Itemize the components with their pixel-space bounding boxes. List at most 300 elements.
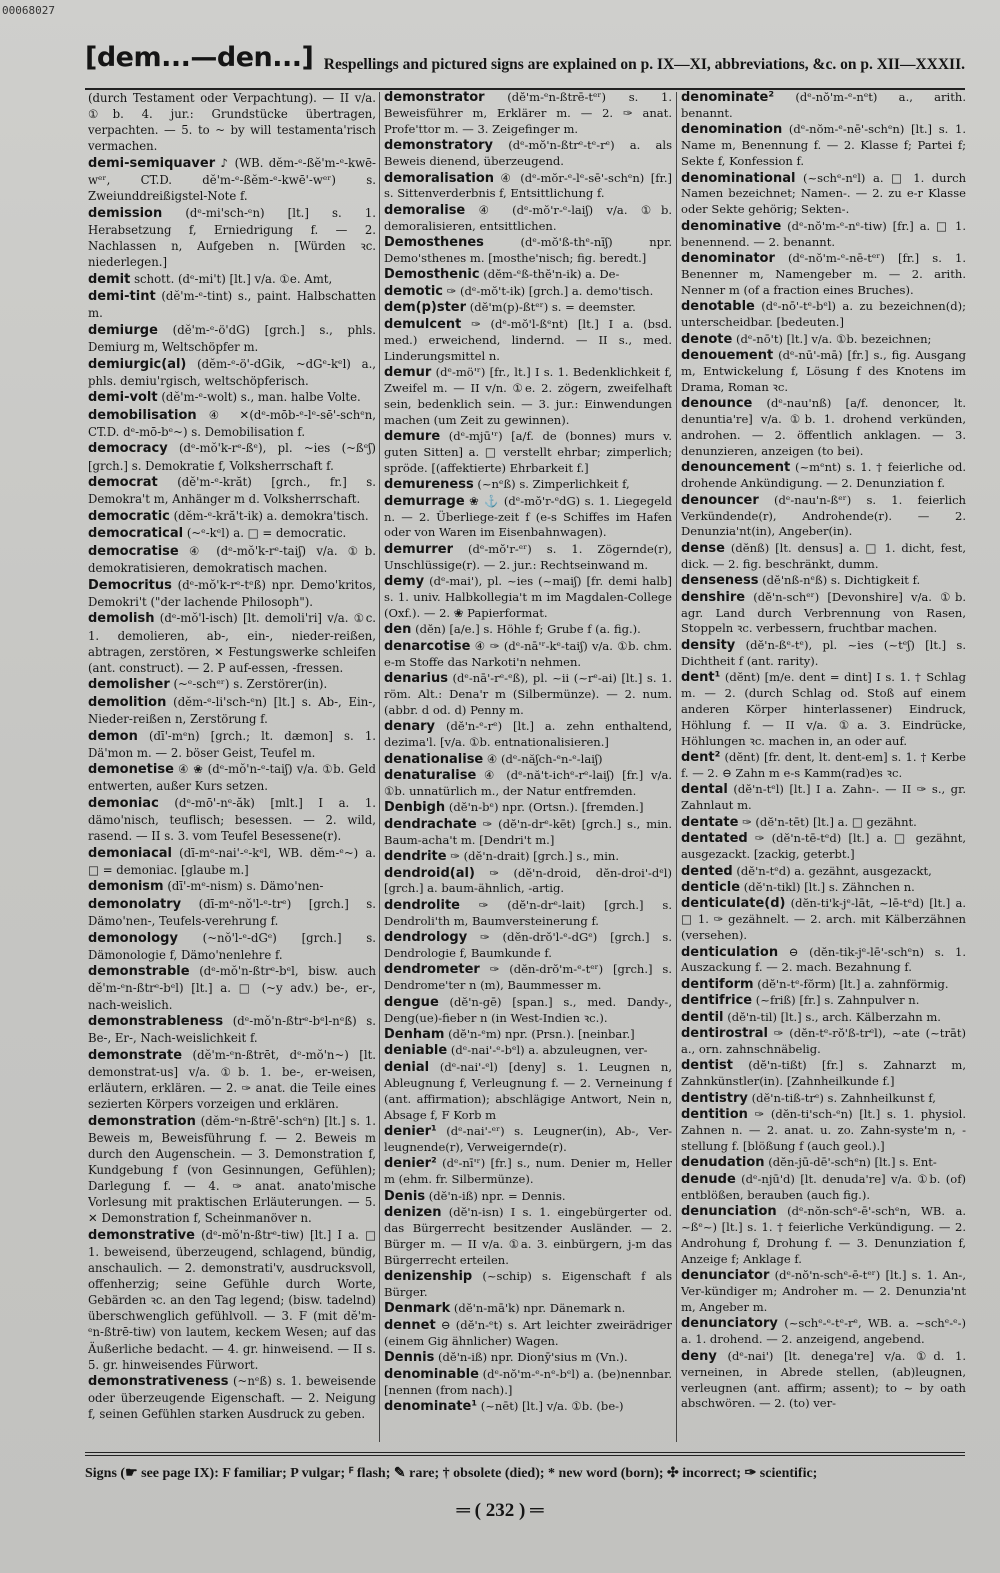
entry-headword: denominational bbox=[681, 170, 796, 186]
entry-text: (dĕ'n-til) [lt.] s., arch. Kälberzahn m. bbox=[727, 1009, 941, 1024]
dictionary-entry bbox=[384, 1189, 672, 1205]
entry-headword: Demosthenic bbox=[384, 267, 480, 283]
dictionary-entry bbox=[88, 508, 376, 525]
entry-headword: denshire bbox=[681, 589, 746, 605]
entry-text: (durch Testament oder Verpachtung). — II v/a. ①b. 4. jur.: Grundstücke übertragen, verpachten. — 5. to ~ by will testamenta'risch vermachen. bbox=[88, 91, 376, 154]
entry-text: (dĕ'n-tᵉl) [lt.] I a. Zahn-. — II ✑ s., gr. Zahnlaut m. bbox=[681, 782, 966, 813]
dictionary-entry bbox=[384, 995, 672, 1027]
dictionary-entry bbox=[88, 356, 376, 389]
entry-headword: denounce bbox=[681, 396, 753, 412]
dictionary-entry bbox=[384, 866, 672, 898]
entry-text: (dᵉ-nō'-tᵉ-bᵉl) a. zu bezeichnen(d); unterscheidbar. [bedeuten.] bbox=[681, 299, 966, 330]
entry-headword: dentist bbox=[681, 1058, 733, 1074]
dictionary-entry bbox=[681, 541, 966, 573]
entry-text: ✑ (dĕ'n-tē-tᵉd) [lt.] a. □ gezähnt, ausgezackt. [zackig, geterbt.] bbox=[681, 831, 966, 862]
entry-text: (dᵉ-nŏ'm-ᵉ-nᵉ-tiw) [fr.] a. □ 1. benennend. — 2. benannt. bbox=[681, 218, 966, 249]
entry-headword: demonstrative bbox=[88, 1227, 195, 1243]
dictionary-entry bbox=[88, 845, 376, 878]
entry-text: ④ ❀ (dᵉ-mŏ'n-ᵉ-taiʃ) v/a. ①b. Geld entwerten, außer Kurs setzen. bbox=[88, 762, 376, 794]
entry-text: (dĕ'n-tikl) [lt.] s. Zähnchen n. bbox=[743, 879, 915, 894]
entry-text: ④ (dᵉ-năʃch-ᵉn-ᵉ-laiʃ) bbox=[486, 751, 603, 766]
entry-headword: dendrometer bbox=[384, 962, 480, 978]
dictionary-entry bbox=[384, 171, 672, 203]
entry-text: (dĕ'n-tᵉd) a. gezähnt, ausgezackt, bbox=[736, 863, 932, 878]
dictionary-entry bbox=[681, 171, 966, 219]
entry-text: ✑ (dĕn-ti'sch-ᵉn) [lt.] s. 1. physiol. Zahnen n. — 2. anat. u. zo. Zahn-syste'm n, -stellung f. [blößung f (auch geol.).] bbox=[681, 1107, 966, 1153]
entry-headword: denude bbox=[681, 1171, 736, 1187]
dictionary-entry bbox=[384, 1027, 672, 1043]
signs-legend: Signs (☛ see page IX): F familiar; P vulgar; ꟳ flash; ✎ rare; † obsolete (died); * new word (born); ✣ incorrect; ✑ scientific; bbox=[85, 1466, 818, 1481]
entry-headword: denial bbox=[384, 1059, 430, 1075]
entry-headword: denominative bbox=[681, 218, 782, 234]
entry-text: (dᵉ-mai'), pl. ~ies (~maiʃ) [fr. demi halb] s. 1. univ. Halbkollegia't m im Magdalen-College (Oxf.). — 2. ❀ Papierformat. bbox=[384, 574, 672, 620]
entry-text: (dᵉ-nŏ'n-schᵉ-ē-tᵉʳ) [lt.] s. 1. An-, Ver-kündiger m; Androher m. — 2. Denunzia'nt m, Angeber m. bbox=[681, 1268, 966, 1314]
entry-text: (dᵉ-mō'-nᵉ-ăk) [mlt.] I a. 1. dämo'nisch, teuflisch; besessen. — 2. wild, rasend. — II s. 3. vom Teufel Besessene(r). bbox=[88, 795, 376, 844]
entry-headword: denomination bbox=[681, 122, 783, 138]
dictionary-entry bbox=[88, 1013, 376, 1046]
entry-headword: denaturalise bbox=[384, 768, 477, 784]
entry-text: ✑ (dᵉ-mŏ'l-ßᵉnt) [lt.] I a. (bsd. med.) erweichend, lindernd. — II s., med. Linderungsmittel n. bbox=[384, 316, 672, 363]
dictionary-entry bbox=[88, 543, 376, 576]
column-2 bbox=[384, 90, 672, 1450]
entry-text: (~ᵉ-schᵉʳ) s. Zerstörer(in). bbox=[173, 677, 328, 692]
entry-text: (dī-mᵉ-nŏ'l-ᵉ-trᵉ) [grch.] s. Dämo'nen-, Teufels-verehrung f. bbox=[88, 897, 376, 929]
entry-text: ✑ (dĕ'n-drᵉ-lait) [grch.] s. Dendroli'th m, Baumversteinerung f. bbox=[384, 897, 672, 928]
entry-headword: demit bbox=[88, 271, 131, 287]
entry-headword: denier² bbox=[384, 1156, 437, 1172]
entry-headword: dendrachate bbox=[384, 816, 477, 832]
dictionary-entry bbox=[384, 930, 672, 962]
dictionary-entry bbox=[88, 676, 376, 693]
dictionary-entry bbox=[88, 930, 376, 963]
dictionary-entry bbox=[384, 494, 672, 542]
entry-text: (dᵉ-nā'-rᵉ-ᵉß), pl. ~ii (~rᵉ-ai) [lt.] s. 1. röm. Alt.: Dena'r m (Silbermünze). — 2. num. (abbr. d od. d) Penny m. bbox=[384, 671, 672, 717]
dictionary-entry bbox=[88, 205, 376, 270]
dictionary-entry bbox=[681, 460, 966, 492]
entry-text: schott. (dᵉ-mi't) [lt.] v/a. ①e. Amt, bbox=[134, 271, 333, 286]
entry-text: (dĕnß) [lt. densus] a. □ 1. dicht, fest, dick. — 2. fig. beschränkt, dumm. bbox=[681, 540, 966, 571]
entry-headword: dendrolite bbox=[384, 897, 460, 913]
entry-headword: demonstrable bbox=[88, 964, 190, 980]
entry-text: ④ (dᵉ-mŏ'k-rᵉ-taiʃ) v/a. ①b. demokratisieren, demokratisch machen. bbox=[88, 544, 376, 576]
entry-text: (dᵉ-nai'-ᵉʳ) s. Leugner(in), Ab-, Ver-leugnende(r), Verweigernde(r). bbox=[384, 1124, 672, 1154]
entry-text: (dī-mᵉ-nai'-ᵉ-kᵉl, WB. dĕm-ᵉ~) a. □ = demoniac. [glaube m.] bbox=[88, 845, 376, 877]
entry-text: (dĕ'n-isn) I s. 1. eingebürgerter od. das Bürgerrecht besitzender Ausländer. — 2. Bürger m. — II v/a. ①a. 3. einbürgern, j-m das Bürgerrecht erteilen. bbox=[384, 1205, 672, 1267]
dictionary-entry bbox=[384, 90, 672, 138]
entry-headword: denunciatory bbox=[681, 1316, 778, 1332]
entry-text: ✑ (dĕ'n-tēt) [lt.] a. □ gezähnt. bbox=[742, 814, 917, 829]
entry-text: (dĕ'n-mā'k) npr. Dänemark n. bbox=[453, 1301, 626, 1316]
entry-text: (dᵉ-nŏn-schᵉ-ē'-schᵉn, WB. a. ~ßᵉ~) [lt.] s. 1. † feierliche Verkündigung. — 2. Androhung f, Drohung f. — 3. Denunziation f, Anzeige f; Anklage f. bbox=[681, 1204, 966, 1266]
entry-headword: democratical bbox=[88, 526, 184, 542]
entry-headword: demoralisation bbox=[384, 170, 495, 186]
dictionary-entry bbox=[681, 1349, 966, 1413]
entry-headword: demy bbox=[384, 574, 425, 590]
dictionary-entry bbox=[384, 203, 672, 235]
dictionary-entry bbox=[681, 864, 966, 880]
entry-text: (dᵉ-mŏ'n-ßtrᵉ-bᵉl, bisw. auch dĕ'm-ᵉn-ßtrᵉ-bᵉl) [lt.] a. □ (~y adv.) be-, er-, nach-weislich. bbox=[88, 964, 376, 1012]
entry-headword: denominate² bbox=[681, 90, 775, 105]
dictionary-entry bbox=[384, 639, 672, 671]
entry-headword: democrat bbox=[88, 475, 158, 491]
dictionary-entry bbox=[681, 1155, 966, 1171]
dictionary-entry bbox=[384, 1043, 672, 1059]
entry-text: ✑ (dĕn-tᵉ-rŏ'ß-trᵉl), ~ate (~trāt) a., orn. zahnschnäbelig. bbox=[681, 1026, 966, 1056]
footer-rule bbox=[85, 1455, 965, 1456]
entry-headword: dennet bbox=[384, 1317, 436, 1333]
entry-text: (dĕ'n-ßᵉ-tᵉ), pl. ~ies (~tᵉʃ) [lt.] s. Dichtheit f (ant. rarity). bbox=[681, 637, 966, 668]
entry-headword: demonstrableness bbox=[88, 1014, 224, 1030]
dictionary-entry bbox=[88, 389, 376, 406]
dictionary-entry bbox=[681, 1107, 966, 1155]
entry-headword: denouncement bbox=[681, 460, 791, 476]
entry-text: (dᵉ-nō't) [lt.] v/a. ①b. bezeichnen; bbox=[736, 331, 932, 346]
dictionary-entry bbox=[681, 1268, 966, 1316]
entry-headword: density bbox=[681, 637, 736, 653]
entry-text: (dĕ'm-ᵉ-tint) s., paint. Halbschatten m. bbox=[88, 289, 376, 321]
footer-rule bbox=[85, 1452, 965, 1453]
dictionary-entry bbox=[384, 1350, 672, 1366]
dictionary-entry bbox=[88, 577, 376, 610]
entry-headword: demure bbox=[384, 429, 441, 445]
entry-headword: dem(p)ster bbox=[384, 300, 467, 316]
dictionary-entry bbox=[88, 610, 376, 675]
dictionary-entry bbox=[681, 638, 966, 670]
entry-text: (dᵉ-mŏ'k-rᵉ-tᵉß) npr. Demo'kritos, Demokri't ("der lachende Philosoph"). bbox=[88, 577, 376, 609]
entry-headword: demur bbox=[384, 364, 432, 380]
dictionary-entry bbox=[681, 332, 966, 348]
entry-headword: denier¹ bbox=[384, 1124, 437, 1139]
dictionary-entry bbox=[88, 90, 376, 154]
dictionary-entry bbox=[384, 284, 672, 300]
entry-headword: den bbox=[384, 622, 412, 638]
entry-text: ❀ ⚓ (dᵉ-mŏ'r-ᵉdG) s. 1. Liegegeld n. — 2. Überliege-zeit f (e-s Schiffes im Hafen oder von Waren im Eisenbahnwagen). bbox=[384, 493, 672, 540]
dictionary-entry bbox=[384, 1156, 672, 1188]
dictionary-entry bbox=[88, 155, 376, 204]
entry-text: (dᵉ-mŏ'n-ßtrᵉ-bᵉl-nᵉß) s. Be-, Er-, Nach-weislichkeit f. bbox=[88, 1014, 376, 1046]
dictionary-entry bbox=[384, 752, 672, 768]
entry-text: (dĕ'n-ᵉm) npr. (Prsn.). [neinbar.] bbox=[448, 1027, 635, 1042]
entry-text: (dᵉ-mŏ'n-ßtrᵉ-tᵉ-rᵉ) a. als Beweis dienend, überzeugend. bbox=[384, 138, 672, 169]
dictionary-entry bbox=[384, 365, 672, 429]
entry-headword: demotic bbox=[384, 283, 443, 299]
dictionary-entry bbox=[681, 493, 966, 541]
entry-headword: denticle bbox=[681, 879, 741, 895]
entry-headword: demi-volt bbox=[88, 390, 158, 406]
entry-headword: dendrology bbox=[384, 930, 468, 946]
dictionary-entry bbox=[681, 1172, 966, 1204]
entry-text: (~schᵉ-nᵉl) a. □ 1. durch Namen bezeichnet; Namen-. — 2. zu e-r Klasse oder Sekte gehörig; Sekten-. bbox=[681, 170, 966, 217]
entry-text: (~schip) s. Eigenschaft f als Bürger. bbox=[384, 1269, 672, 1300]
entry-text: (~nŏ'l-ᵉ-dGᵉ) [grch.] s. Dämonologie f, Dämo'nenlehre f. bbox=[88, 930, 376, 962]
dictionary-entry bbox=[384, 300, 672, 316]
entry-headword: demi-semiquaver bbox=[88, 155, 216, 171]
entry-text: (dᵉ-nau'n-ßᵉʳ) s. 1. feierlich Verkündende(r), Androhende(r). — 2. Denunzia'nt(in), Angeber(in). bbox=[681, 492, 966, 539]
dictionary-entry bbox=[681, 1026, 966, 1058]
entry-text: ✑ (dᵉ-mŏ't-ik) [grch.] a. demo'tisch. bbox=[446, 283, 654, 298]
header-note: Respellings and pictured signs are explained on p. IX—XI, abbreviations, &c. on p. XII—XXXII. bbox=[323, 56, 965, 73]
entry-headword: dentifrice bbox=[681, 993, 753, 1009]
entry-headword: denticulate(d) bbox=[681, 896, 786, 912]
entry-text: (dĕ'm-ᵉn-ßtrē-tᵉʳ) s. 1. Beweisführer m, Erklärer m. — 2. ✑ anat. Profe'ttor m. — 3. Zeigefinger m. bbox=[384, 90, 672, 136]
entry-text: (~nᵉß) s. 1. beweisende oder überzeugende Eigenschaft. — 2. Neigung f, seinen Gefühlen starken Ausdruck zu geben. bbox=[88, 1374, 376, 1422]
entry-headword: dental bbox=[681, 782, 728, 798]
dictionary-entry bbox=[681, 1010, 966, 1026]
entry-text: (dĕn-jū-dē'-schᵉn) [lt.] s. Ent- bbox=[768, 1155, 937, 1170]
dictionary-entry bbox=[384, 1124, 672, 1156]
entry-text: (~nᵉß) s. Zimperlichkeit f, bbox=[477, 477, 630, 492]
entry-text: (dĕ'n-bᵉ) npr. (Ortsn.). [fremden.] bbox=[448, 800, 644, 815]
dictionary-entry bbox=[681, 348, 966, 396]
dictionary-entry bbox=[88, 694, 376, 727]
entry-headword: dent² bbox=[681, 750, 721, 766]
dictionary-entry bbox=[88, 407, 376, 440]
entry-headword: denudation bbox=[681, 1155, 765, 1171]
dictionary-entry bbox=[88, 322, 376, 355]
entry-headword: demission bbox=[88, 205, 163, 221]
entry-text: ✑ (dĕ'n-drait) [grch.] s., min. bbox=[450, 849, 620, 864]
entry-headword: dense bbox=[681, 540, 725, 556]
entry-text: (~schᵉ-ᵉ-tᵉ-rᵉ, WB. a. ~schᵉ-ᵉ-) a. 1. drohend. — 2. anzeigend, angebend. bbox=[681, 1316, 966, 1347]
dictionary-entry bbox=[384, 429, 672, 477]
entry-headword: dendroid(al) bbox=[384, 865, 475, 881]
dictionary-entry bbox=[384, 898, 672, 930]
dictionary-entry bbox=[681, 977, 966, 993]
entry-headword: deniable bbox=[384, 1043, 448, 1059]
entry-text: (dĕ'n-tiß-trᵉ) s. Zahnheilkunst f, bbox=[751, 1090, 936, 1105]
dictionary-entry bbox=[681, 670, 966, 750]
entry-headword: dentate bbox=[681, 814, 739, 830]
entry-text: (dĕm-ᵉ-li'sch-ᵉn) [lt.] s. Ab-, Ein-, Nieder-reißen n, Zerstörung f. bbox=[88, 694, 376, 726]
entry-text: ♪ (WB. dĕm-ᵉ-ßĕ'm-ᵉ-kwē-wᵉʳ, CT.D. dĕ'm-ᵉ-ßĕm-ᵉ-kwē'-wᵉʳ) s. Zweiunddreißigstel-Note f. bbox=[88, 155, 376, 204]
entry-headword: demonstrate bbox=[88, 1047, 183, 1063]
entry-headword: denote bbox=[681, 331, 733, 347]
entry-text: ④ ✕(dᵉ-mōb-ᵉ-lᵉ-sē'-schᵉn, CT.D. dᵉ-mō-bᵉ~) s. Demobilisation f. bbox=[88, 407, 376, 439]
entry-headword: dentistry bbox=[681, 1090, 748, 1106]
dictionary-entry bbox=[88, 440, 376, 473]
entry-headword: Dennis bbox=[384, 1350, 435, 1366]
entry-text: ④ (dᵉ-mŏ'r-ᵉ-laiʃ) v/a. ①b. demoralisieren, entsittlichen. bbox=[384, 202, 672, 233]
entry-headword: demonstration bbox=[88, 1113, 196, 1129]
entry-text: (dĕnt) [fr. dent, lt. dent-em] s. 1. † Kerbe f. — 2. ⊖ Zahn m e-s Kamm(rad)es ꝛc. bbox=[681, 750, 966, 781]
entry-text: (~friß) [fr.] s. Zahnpulver n. bbox=[755, 993, 920, 1008]
entry-text: ④ ✑ (dᵉ-nā'ʳ-kᵉ-taiʃ) v/a. ①b. chm. e-m Stoffe das Narkoti'n nehmen. bbox=[384, 638, 672, 669]
entry-text: (dᵉ-nŏm-ᵉ-nē'-schᵉn) [lt.] s. 1. Name m, Benennung f. — 2. Klasse f; Partei f; Sekte f, Konfession f. bbox=[681, 122, 966, 169]
dictionary-entry bbox=[681, 750, 966, 782]
entry-headword: demonstrativeness bbox=[88, 1374, 229, 1390]
entry-headword: demonstrator bbox=[384, 90, 485, 105]
entry-text: (dĕnt) [m/e. dent = dint] I s. 1. † Schlag m. — 2. (durch Schlag od. Stoß auf einem anderen Körper hinterlassener) Eindruck, Höhlung f. — II v/a. ①a. 3. Eindrücke, Höhlungen ꝛc. machen in, an oder auf. bbox=[681, 670, 966, 748]
scan-id: 00068027 bbox=[2, 4, 55, 17]
entry-headword: demiurgic(al) bbox=[88, 356, 187, 372]
dictionary-entry bbox=[88, 1047, 376, 1112]
entry-text: (dᵉ-mjū'ʳ) [a/f. de (bonnes) murs v. guten Sitten] a. □ verstellt ehrbar; zimperlich; spröde. [(affektierte) Ehrbarkeit f.] bbox=[384, 429, 672, 475]
dictionary-entry bbox=[681, 1204, 966, 1268]
dictionary-entry bbox=[384, 800, 672, 816]
dictionary-entry bbox=[384, 1367, 672, 1399]
entry-text: (dĕm-ᵉß-thĕ'n-ik) a. De- bbox=[483, 267, 620, 282]
entry-headword: democratic bbox=[88, 508, 170, 524]
entry-text: (dī'-mᵉ-nism) s. Dämo'nen- bbox=[167, 879, 324, 894]
entry-text: (dᵉ-nai'-ᵉ-bᵉl) a. abzuleugnen, ver- bbox=[450, 1043, 648, 1058]
dictionary-entry bbox=[88, 878, 376, 895]
entry-text: (dᵉ-mŏ'k-rᵉ-ßᵉ), pl. ~ies (~ßᵉʃ) [grch.] s. Demokratie f, Volksherrschaft f. bbox=[88, 441, 376, 473]
entry-headword: demureness bbox=[384, 477, 474, 493]
entry-text: ⊖ (dĕn-tik-jᵉ-lē'-schᵉn) s. 1. Auszackung f. — 2. mach. Bezahnung f. bbox=[681, 944, 966, 975]
entry-headword: dentated bbox=[681, 831, 748, 847]
entry-text: (~mᵉnt) s. 1. † feierliche od. drohende Ankündigung. — 2. Denunziation f. bbox=[681, 460, 966, 491]
entry-text: (dᵉ-nū'-mā) [fr.] s., fig. Ausgang m, Entwickelung f, Lösung f des Knotens im Drama, Roman ꝛc. bbox=[681, 348, 966, 394]
dictionary-entry bbox=[88, 761, 376, 794]
entry-text: (dĕ'nß-nᵉß) s. Dichtigkeit f. bbox=[762, 573, 921, 588]
entry-text: (dᵉ-mö'ʳ) [fr., lt.] I s. 1. Bedenklichkeit f, Zweifel m. — II v/n. ①e. 2. zögern, zweifelhaft sein, bedenklich sein. — 3. jur.: Einwendungen machen (um Zeit zu gewinnen). bbox=[384, 364, 672, 427]
entry-headword: denunciator bbox=[681, 1268, 770, 1284]
dictionary-entry bbox=[681, 299, 966, 331]
entry-headword: denominator bbox=[681, 251, 775, 267]
entry-headword: demulcent bbox=[384, 316, 462, 332]
entry-headword: Democritus bbox=[88, 577, 172, 593]
entry-headword: demonstratory bbox=[384, 138, 494, 154]
entry-text: (dĕm-ᵉ-ö'-dGik, ~dGᵉ-kᵉl) a., phls. demiu'rgisch, weltschöpferisch. bbox=[88, 356, 376, 388]
entry-text: (dĕ'n-tᵉ-fŏrm) [lt.] a. zahnförmig. bbox=[757, 976, 949, 991]
dictionary-entry bbox=[88, 525, 376, 542]
dictionary-entry bbox=[384, 1301, 672, 1317]
entry-headword: Demosthenes bbox=[384, 235, 484, 251]
dictionary-entry bbox=[681, 945, 966, 977]
dictionary-entry bbox=[384, 768, 672, 800]
entry-headword: demon bbox=[88, 728, 138, 744]
entry-headword: demonolatry bbox=[88, 897, 182, 912]
dictionary-entry bbox=[88, 474, 376, 507]
entry-text: (dĕ'm(p)-ßtᵉʳ) s. = deemster. bbox=[469, 300, 636, 315]
dictionary-entry bbox=[88, 271, 376, 288]
entry-text: (dᵉ-nau'nß) [a/f. denoncer, lt. denuntia're] v/a. ①b. 1. drohend verkünden, androhen. — 2. öffentlich anklagen. — 3. denunzieren, anzeigen (to bei). bbox=[681, 396, 966, 458]
dictionary-entry bbox=[681, 396, 966, 460]
entry-headword: Denis bbox=[384, 1188, 426, 1204]
entry-headword: dentition bbox=[681, 1107, 748, 1123]
page-number: ═ ( 232 ) ═ bbox=[456, 1500, 544, 1521]
entry-text: (dĕ'm-ᵉ-wolt) s., man. halbe Volte. bbox=[161, 390, 361, 405]
dictionary-entry bbox=[681, 896, 966, 944]
dictionary-entry bbox=[384, 477, 672, 493]
entry-headword: denizenship bbox=[384, 1269, 473, 1285]
entry-text: (dĕ'n-gē) [span.] s., med. Dandy-, Deng(ue)-fieber n (in West-Indien ꝛc.). bbox=[384, 994, 672, 1025]
dictionary-entry bbox=[88, 963, 376, 1012]
dictionary-entry bbox=[681, 590, 966, 638]
entry-headword: dendrite bbox=[384, 849, 447, 865]
entry-text: ✑ (dĕn-drŏ'm-ᵉ-tᵉʳ) [grch.] s. Dendrome'ter n (m), Baummesser m. bbox=[384, 962, 672, 993]
column-3 bbox=[681, 90, 966, 1450]
dictionary-entry bbox=[681, 90, 966, 122]
entry-text: (dᵉ-mŏ'l-isch) [lt. demoli'ri] v/a. ①c. 1. demolieren, ab-, ein-, nieder-reißen, abtragen, zerstören, ✕ Festungswerke schleifen (ant. construct). — 2. P auf-essen, -fressen. bbox=[88, 611, 376, 675]
entry-text: (dĕ'n-iß) npr. = Dennis. bbox=[428, 1188, 566, 1203]
entry-headword: demonetise bbox=[88, 762, 174, 778]
entry-headword: dentil bbox=[681, 1009, 724, 1025]
entry-text: (dᵉ-nŏ'm-ᵉ-nᵉt) a., arith. benannt. bbox=[681, 90, 966, 120]
entry-headword: demolisher bbox=[88, 677, 170, 693]
entry-headword: demurrage bbox=[384, 493, 465, 509]
entry-text: (~ᵉ-kᵉl) a. □ = democratic. bbox=[186, 526, 347, 541]
dictionary-entry bbox=[384, 1060, 672, 1124]
entry-headword: demolish bbox=[88, 611, 155, 627]
entry-headword: demoniac bbox=[88, 795, 159, 811]
entry-text: ⊖ (dĕ'n-ᵉt) s. Art leichter zweirädriger (einem Gig ähnlicher) Wagen. bbox=[384, 1317, 672, 1348]
dictionary-entry bbox=[681, 219, 966, 251]
dictionary-entry bbox=[384, 267, 672, 283]
entry-text: (dĕ'm-ᵉn-ßtrēt, dᵉ-mŏ'n~) [lt. demonstrat-us] v/a. ①b. 1. be-, er-weisen, erläutern, erklären. — 2. ✑ anat. die Teile eines sezierten Körpers vorzeigen und erklären. bbox=[88, 1047, 376, 1112]
dictionary-entry bbox=[384, 849, 672, 865]
entry-headword: denticulation bbox=[681, 944, 779, 960]
entry-headword: Denbigh bbox=[384, 800, 446, 816]
page-header bbox=[85, 38, 965, 90]
entry-headword: dengue bbox=[384, 994, 439, 1010]
entry-headword: denotable bbox=[681, 299, 755, 315]
entry-text: (dᵉ-nai') [lt. denega're] v/a. ①d. 1. verneinen, in Abrede stellen, (ab)leugnen, verleugnen (ant. affirm; assent); to ~ by oath abschwören. — 2. (to) ver- bbox=[681, 1348, 966, 1411]
entry-headword: denominable bbox=[384, 1366, 479, 1382]
dictionary-entry bbox=[88, 288, 376, 321]
entry-headword: demobilisation bbox=[88, 407, 197, 423]
entry-headword: demi-tint bbox=[88, 289, 156, 305]
dictionary-entry bbox=[384, 1205, 672, 1269]
dictionary-entry bbox=[681, 122, 966, 170]
dictionary-entry bbox=[88, 1113, 376, 1227]
dictionary-entry bbox=[384, 622, 672, 638]
entry-text: (dᵉ-mŏ'ß-thᵉ-nīʃ) npr. Demo'sthenes m. [mosthe'nisch; fig. beredt.] bbox=[384, 235, 672, 266]
dictionary-entry bbox=[384, 1399, 672, 1415]
entry-headword: denouement bbox=[681, 348, 774, 363]
entry-text: (dᵉ-nŏ'm-ᵉ-nē-tᵉʳ) [fr.] s. 1. Benenner m, Namengeber m. — 2. arith. Nenner m (of a fraction eines Bruches). bbox=[681, 251, 966, 297]
dictionary-entry bbox=[384, 1269, 672, 1301]
dictionary-entry bbox=[384, 574, 672, 622]
entry-headword: denunciation bbox=[681, 1204, 777, 1220]
entry-text: (dᵉ-nai'-ᵉl) [deny] s. 1. Leugnen n, Ableugnung f, Verleugnung f. — 2. Verneinung f (ant. affirmation); abschlägige Antwort, Nein n, Absage f, F Korb m bbox=[384, 1059, 672, 1122]
dictionary-entry bbox=[384, 235, 672, 267]
dictionary-entry bbox=[681, 1091, 966, 1107]
entry-text: (dᵉ-mi'sch-ᵉn) [lt.] s. 1. Herabsetzung f, Erniedrigung f. — 2. Nachlassen n, Aufgeben n. [Würden ꝛc. niederlegen.] bbox=[88, 205, 376, 269]
entry-headword: denationalise bbox=[384, 751, 484, 767]
entry-headword: denizen bbox=[384, 1205, 442, 1221]
entry-headword: dentirostral bbox=[681, 1026, 768, 1042]
dictionary-entry bbox=[681, 815, 966, 831]
entry-text: (dĕ'n-schᵉʳ) [Devonshire] v/a. ①b. agr. Land durch Verbrennung von Rasen, Stoppeln ꝛc. verbessern, fruchtbar machen. bbox=[681, 589, 966, 636]
dictionary-entry bbox=[681, 573, 966, 589]
dictionary-entry bbox=[384, 671, 672, 719]
dictionary-entry bbox=[88, 795, 376, 844]
dictionary-entry bbox=[384, 1318, 672, 1350]
entry-headword: democracy bbox=[88, 441, 168, 457]
entry-headword: denarius bbox=[384, 671, 449, 687]
dictionary-entry bbox=[681, 1058, 966, 1090]
entry-text: (dĕ'm-ᵉ-ö'dG) [grch.] s., phls. Demiurg m, Weltschöpfer m. bbox=[88, 322, 376, 354]
entry-text: (dĕ'm-ᵉ-krăt) [grch., fr.] s. Demokra't m, Anhänger m d. Volksherrschaft. bbox=[88, 475, 376, 507]
dictionary-entry bbox=[681, 880, 966, 896]
entry-headword: demonology bbox=[88, 930, 178, 946]
entry-text: (dī'-mᵉn) [grch.; lt. dæmon] s. 1. Dä'mon m. — 2. böser Geist, Teufel m. bbox=[88, 728, 376, 760]
entry-text: ✑ (dĕn-drŏ'l-ᵉ-dGᵉ) [grch.] s. Dendrologie f, Baumkunde f. bbox=[384, 930, 672, 961]
entry-text: (dĕ'n-iß) npr. Dionȳ'sius m (Vn.). bbox=[437, 1350, 628, 1365]
dictionary-entry bbox=[88, 1227, 376, 1373]
dictionary-entry bbox=[384, 817, 672, 849]
entry-headword: Denham bbox=[384, 1027, 445, 1043]
dictionary-entry bbox=[88, 728, 376, 761]
entry-text: (dᵉ-nŏ'm-ᵉ-nᵉ-bᵉl) a. (be)nennbar. [nennen (from nach).] bbox=[384, 1366, 672, 1397]
entry-headword: demoniacal bbox=[88, 845, 173, 861]
column-divider bbox=[379, 92, 380, 1442]
dictionary-entry bbox=[384, 719, 672, 751]
entry-headword: denary bbox=[384, 719, 436, 735]
dictionary-entry bbox=[384, 962, 672, 994]
entry-text: (dĕ'n-tißt) [fr.] s. Zahnarzt m, Zahnkünstler(in). [Zahnheilkunde f.] bbox=[681, 1058, 966, 1089]
